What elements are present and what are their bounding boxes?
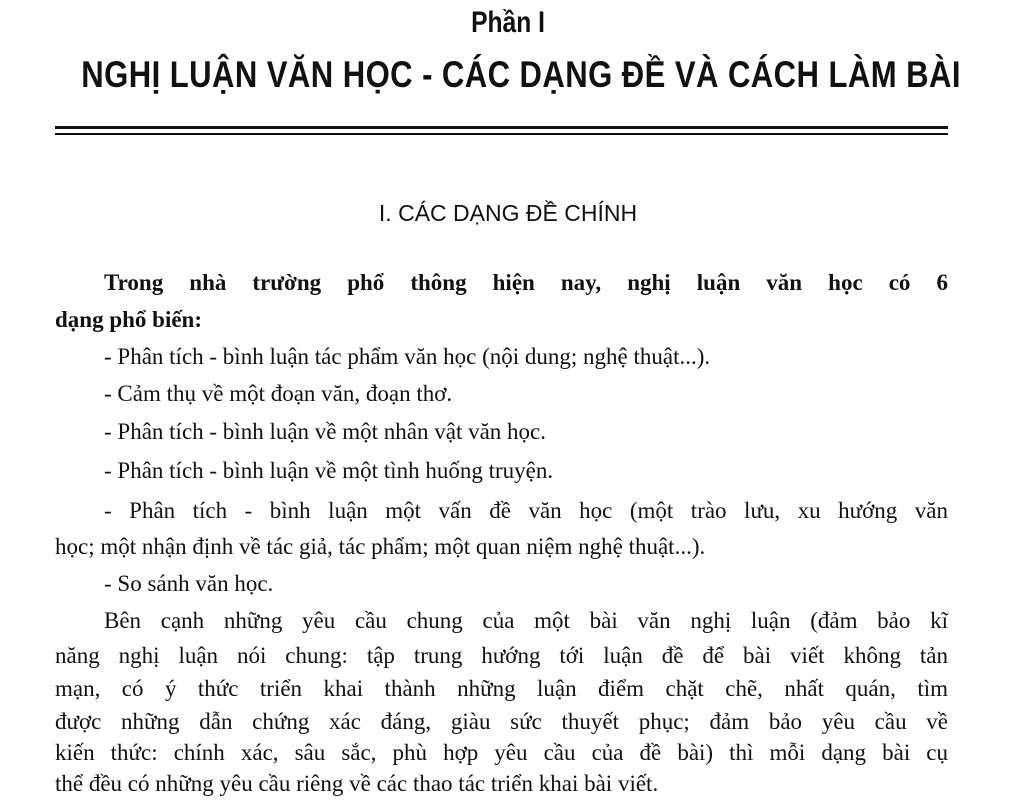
title-rule-thin	[55, 133, 948, 135]
paragraph-line-1: Bên cạnh những yêu cầu chung của một bài văn nghị luận (đảm bảo kĩ	[104, 608, 948, 633]
paragraph-line-6: thể đều có những yêu cầu riêng về các thao tác triển khai bài viết.	[55, 771, 659, 796]
part-label: Phần I	[471, 6, 545, 39]
paragraph-line-5: kiến thức: chính xác, sâu sắc, phù hợp yêu cầu của đề bài) thì mỗi dạng bài cụ	[55, 740, 948, 765]
list-item-1: - Phân tích - bình luận tác phẩm văn học (nội dung; nghệ thuật...).	[104, 344, 711, 369]
list-item-2: - Cảm thụ về một đoạn văn, đoạn thơ.	[104, 381, 453, 406]
list-item-4: - Phân tích - bình luận về một tình huống truyện.	[104, 458, 554, 483]
list-item-3: - Phân tích - bình luận về một nhân vật văn học.	[104, 419, 547, 444]
paragraph-line-3: mạn, có ý thức triển khai thành những luận điểm chặt chẽ, nhất quán, tìm	[55, 676, 948, 701]
part-title: NGHỊ LUẬN VĂN HỌC - CÁC DẠNG ĐỀ VÀ CÁCH LÀM BÀI	[81, 54, 961, 95]
paragraph-line-2: năng nghị luận nói chung: tập trung hướng tới luận đề để bài viết không tản	[55, 643, 948, 668]
section-heading: I. CÁC DẠNG ĐỀ CHÍNH	[378, 200, 638, 226]
list-item-5-line-2: học; một nhận định về tác giả, tác phẩm; một quan niệm nghệ thuật...).	[55, 534, 706, 559]
intro-line-2: dạng phổ biến:	[55, 307, 203, 332]
paragraph-line-4: được những dẫn chứng xác đáng, giàu sức thuyết phục; đảm bảo yêu cầu về	[55, 709, 948, 734]
list-item-6: - So sánh văn học.	[104, 571, 274, 596]
list-item-5-line-1: - Phân tích - bình luận một vấn đề văn học (một trào lưu, xu hướng văn	[104, 498, 948, 523]
intro-line-1: Trong nhà trường phổ thông hiện nay, nghị luận văn học có 6	[104, 270, 948, 295]
title-rule-thick	[55, 126, 948, 129]
